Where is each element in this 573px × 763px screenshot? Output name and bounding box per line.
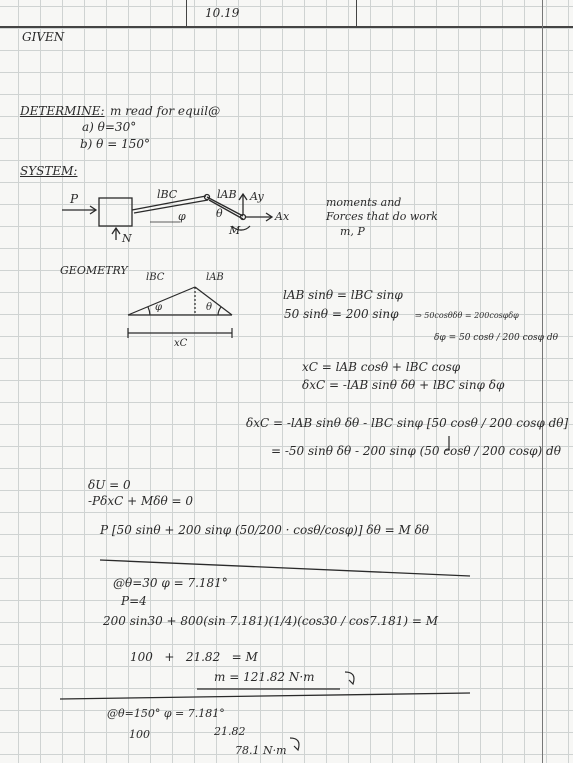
geom-eq-1: lAB sinθ = lBC sinφ	[283, 288, 403, 302]
tri-lab-label: lAB	[206, 272, 224, 283]
phi-label: φ	[178, 210, 186, 223]
m-label: M	[229, 224, 241, 237]
ax-label: Ax	[275, 210, 290, 223]
page-ref: 10.19	[205, 6, 240, 20]
case-a-given-1: @θ=30 φ = 7.181°	[113, 576, 228, 590]
lbc-label: lBC	[157, 188, 178, 201]
determine-text: m read for equil@	[110, 104, 221, 118]
case-b-given: @θ=150° φ = 7.181°	[107, 707, 225, 720]
geom-eq-6: δxC = -lAB sinθ δθ + lBC sinφ δφ	[302, 378, 505, 392]
note-line-2: Forces that do work	[326, 210, 438, 223]
geometry-label: GEOMETRY	[60, 264, 128, 277]
given-label: GIVEN	[22, 30, 65, 44]
ay-label: Ay	[250, 190, 264, 203]
angle-theta-arc	[218, 307, 221, 315]
geom-eq-7: δxC = -lAB sinθ δθ - lBC sinφ [50 cosθ / 200 cosφ dθ]	[246, 416, 569, 430]
tri-lbc-label: lBC	[146, 272, 165, 283]
geom-eq-4: δφ = 50 cosθ / 200 cosφ dθ	[434, 333, 559, 343]
case-b-value-1: 100	[129, 728, 150, 741]
determine-label: DETERMINE:	[20, 104, 105, 118]
triangle-lab-side	[195, 287, 232, 315]
case-a-answer: m = 121.82 N·m	[214, 670, 315, 684]
case-a-values: 100 + 21.82 = M	[130, 650, 258, 664]
work-eq-3: P [50 sinθ + 200 sinφ (50/200 · cosθ/cosφ)] δθ = M δθ	[100, 523, 430, 537]
answer-b-arrow	[290, 738, 299, 750]
separator-a	[100, 560, 470, 576]
angle-phi-arc	[148, 307, 150, 315]
tri-phi-label: φ	[155, 302, 163, 313]
case-a-substitution: 200 sin30 + 800(sin 7.181)(1/4)(cos30 / cos7.181) = M	[103, 614, 439, 628]
answer-a-arrow	[345, 672, 354, 684]
work-eq-1: δU = 0	[88, 478, 131, 492]
tri-xc-label: xC	[174, 338, 188, 349]
work-eq-2: -PδxC + Mδθ = 0	[88, 494, 194, 508]
lab-label: lAB	[217, 188, 237, 201]
case-b-value-2: 21.82	[214, 725, 246, 738]
note-line-3: m, P	[340, 225, 365, 238]
link-ab-inner	[209, 200, 243, 219]
case-a-given-2: P=4	[121, 594, 147, 608]
geom-eq-3: ⇒ 50cosθδθ = 200cosφδφ	[415, 311, 519, 320]
slider-block	[99, 198, 132, 226]
theta-label: θ	[216, 207, 223, 220]
case-b-label: b) θ = 150°	[80, 137, 150, 151]
tri-theta-label: θ	[206, 302, 213, 313]
note-line-1: moments and	[326, 196, 402, 209]
case-a-label: a) θ=30°	[82, 120, 137, 134]
case-b-answer: 78.1 N·m	[235, 744, 287, 757]
geom-eq-8: = -50 sinθ δθ - 200 sinφ (50 cosθ / 200 cosφ) dθ	[271, 444, 561, 458]
separator-b	[60, 693, 470, 699]
p-label: P	[70, 192, 79, 206]
n-label: N	[122, 232, 132, 245]
geom-eq-2: 50 sinθ = 200 sinφ	[284, 307, 399, 321]
link-bc-inner	[134, 200, 208, 213]
system-label: SYSTEM:	[20, 164, 78, 178]
geom-eq-5: xC = lAB cosθ + lBC cosφ	[302, 360, 461, 374]
